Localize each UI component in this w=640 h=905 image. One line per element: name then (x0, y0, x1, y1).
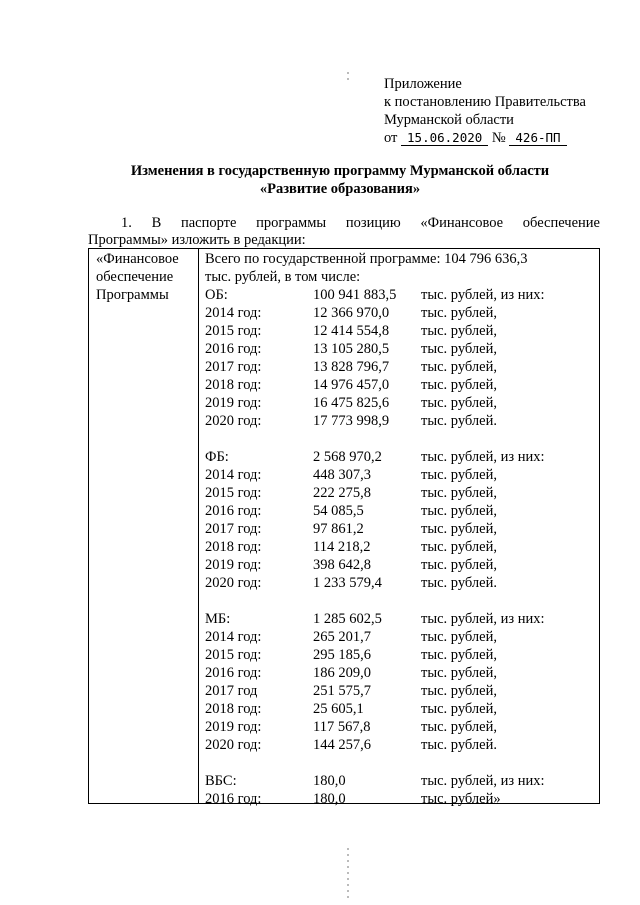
funding-amount: 100 941 883,5 (313, 287, 397, 303)
funding-label: 2020 год: (205, 413, 262, 429)
funding-unit: тыс. рублей. (421, 737, 497, 753)
funding-year-row (205, 520, 595, 538)
funding-year-row (205, 628, 595, 646)
funding-amount: 251 575,7 (313, 683, 371, 699)
funding-label: 2020 год: (205, 575, 262, 591)
funding-amount: 398 642,8 (313, 557, 371, 573)
funding-amount: 12 366 970,0 (313, 305, 390, 321)
appendix-date-line (384, 129, 586, 147)
funding-amount: 180,0 (313, 773, 346, 789)
funding-label: 2017 год: (205, 521, 262, 537)
funding-unit: тыс. рублей, (421, 629, 497, 645)
funding-unit: тыс. рублей, (421, 485, 497, 501)
funding-year-row (205, 718, 595, 736)
resolution-date: 15.06.2020 (401, 130, 488, 146)
funding-unit: тыс. рублей, (421, 521, 497, 537)
funding-year-row (205, 304, 595, 322)
funding-year-row (205, 322, 595, 340)
funding-source-row (205, 286, 595, 304)
funding-amount: 16 475 825,6 (313, 395, 390, 411)
funding-label: ФБ: (205, 449, 229, 465)
funding-label: 2017 год (205, 683, 258, 699)
funding-year-row (205, 466, 595, 484)
funding-unit: тыс. рублей, (421, 467, 497, 483)
funding-amount: 295 185,6 (313, 647, 371, 663)
appendix-header (384, 75, 586, 147)
funding-amount: 13 105 280,5 (313, 341, 390, 357)
funding-unit: тыс. рублей. (421, 413, 497, 429)
funding-amount: 186 209,0 (313, 665, 371, 681)
funding-amount: 117 567,8 (313, 719, 371, 735)
funding-amount: 222 275,8 (313, 485, 371, 501)
appendix-label: Приложение (384, 76, 462, 92)
funding-unit: тыс. рублей, (421, 665, 497, 681)
funding-label: 2014 год: (205, 467, 262, 483)
funding-label: 2016 год: (205, 791, 262, 807)
funding-amount: 13 828 796,7 (313, 359, 390, 375)
funding-label: 2019 год: (205, 395, 262, 411)
funding-amount: 2 568 970,2 (313, 449, 382, 465)
funding-unit: тыс. рублей, (421, 305, 497, 321)
funding-year-row (205, 664, 595, 682)
group-spacer (205, 754, 595, 772)
funding-label: ОБ: (205, 287, 228, 303)
funding-year-row (205, 736, 595, 754)
funding-unit: тыс. рублей, из них: (421, 449, 545, 465)
funding-label: 2017 год: (205, 359, 262, 375)
position-label-line: Программы (96, 287, 169, 303)
group-spacer (205, 592, 595, 610)
funding-unit: тыс. рублей, (421, 539, 497, 555)
funding-label: 2016 год: (205, 665, 262, 681)
total-line: Всего по государственной программе: 104 796 636,3 (205, 251, 528, 267)
intro-line-2: Программы» изложить в редакции: (88, 232, 306, 248)
funding-unit: тыс. рублей, (421, 341, 497, 357)
funding-year-row (205, 412, 595, 430)
funding-year-row (205, 340, 595, 358)
funding-unit: тыс. рублей, (421, 719, 497, 735)
funding-unit: тыс. рублей, (421, 701, 497, 717)
position-label-cell (96, 250, 196, 304)
funding-label: 2015 год: (205, 323, 262, 339)
funding-label: ВБС: (205, 773, 237, 789)
funding-year-row (205, 574, 595, 592)
funding-amount: 1 233 579,4 (313, 575, 382, 591)
funding-amount: 265 201,7 (313, 629, 371, 645)
funding-unit: тыс. рублей» (421, 791, 501, 807)
funding-unit: тыс. рублей, из них: (421, 611, 545, 627)
funding-unit: тыс. рублей, (421, 683, 497, 699)
resolution-number: 426-ПП (509, 130, 566, 146)
appendix-region: Мурманской области (384, 112, 514, 128)
funding-amount: 54 085,5 (313, 503, 364, 519)
funding-year-row (205, 376, 595, 394)
funding-year-row (205, 484, 595, 502)
funding-amount: 448 307,3 (313, 467, 371, 483)
document-title (80, 162, 600, 198)
title-line-2: «Развитие образования» (259, 181, 421, 197)
funding-unit: тыс. рублей, из них: (421, 287, 545, 303)
position-label-line: «Финансовое (96, 251, 179, 267)
funding-year-row (205, 394, 595, 412)
funding-amount: 180,0 (313, 791, 346, 807)
funding-source-row (205, 610, 595, 628)
funding-source-row (205, 772, 595, 790)
title-line-1: Изменения в государственную программу Мурманской области (130, 163, 550, 179)
funding-unit: тыс. рублей, (421, 557, 497, 573)
position-label-line: обеспечение (96, 269, 174, 285)
funding-label: МБ: (205, 611, 231, 627)
funding-label: 2016 год: (205, 503, 262, 519)
funding-label: 2018 год: (205, 377, 262, 393)
funding-unit: тыс. рублей, (421, 323, 497, 339)
funding-unit: тыс. рублей. (421, 575, 497, 591)
funding-amount: 25 605,1 (313, 701, 364, 717)
funding-label: 2014 год: (205, 305, 262, 321)
scan-dash-top (347, 72, 349, 84)
date-prefix: от (384, 130, 398, 146)
funding-unit: тыс. рублей, (421, 503, 497, 519)
funding-label: 2019 год: (205, 719, 262, 735)
total-line: тыс. рублей, в том числе: (205, 269, 361, 285)
table-divider (198, 249, 199, 803)
funding-year-row (205, 790, 595, 808)
funding-label: 2015 год: (205, 485, 262, 501)
funding-year-row (205, 646, 595, 664)
funding-amount: 97 861,2 (313, 521, 364, 537)
funding-unit: тыс. рублей, из них: (421, 773, 545, 789)
funding-label: 2015 год: (205, 647, 262, 663)
funding-year-row (205, 538, 595, 556)
funding-unit: тыс. рублей, (421, 359, 497, 375)
funding-amount: 12 414 554,8 (313, 323, 390, 339)
funding-label: 2020 год: (205, 737, 262, 753)
funding-unit: тыс. рублей, (421, 377, 497, 393)
intro-paragraph (88, 215, 600, 249)
funding-label: 2018 год: (205, 701, 262, 717)
intro-line-1: 1. В паспорте программы позицию «Финансовое обеспечение (121, 215, 600, 231)
funding-year-row (205, 556, 595, 574)
scan-dash-bottom (347, 848, 349, 898)
funding-label: 2014 год: (205, 629, 262, 645)
funding-label: 2019 год: (205, 557, 262, 573)
funding-year-row (205, 682, 595, 700)
funding-year-row (205, 502, 595, 520)
number-prefix: № (491, 130, 506, 146)
funding-source-row (205, 448, 595, 466)
appendix-resolution: к постановлению Правительства (384, 94, 586, 110)
group-spacer (205, 430, 595, 448)
financing-table (88, 248, 600, 807)
funding-amount: 1 285 602,5 (313, 611, 382, 627)
financing-details-cell (205, 250, 595, 808)
funding-year-row (205, 358, 595, 376)
funding-amount: 17 773 998,9 (313, 413, 390, 429)
funding-label: 2016 год: (205, 341, 262, 357)
funding-amount: 114 218,2 (313, 539, 371, 555)
funding-amount: 14 976 457,0 (313, 377, 390, 393)
funding-year-row (205, 700, 595, 718)
funding-label: 2018 год: (205, 539, 262, 555)
funding-unit: тыс. рублей, (421, 395, 497, 411)
funding-unit: тыс. рублей, (421, 647, 497, 663)
funding-amount: 144 257,6 (313, 737, 371, 753)
